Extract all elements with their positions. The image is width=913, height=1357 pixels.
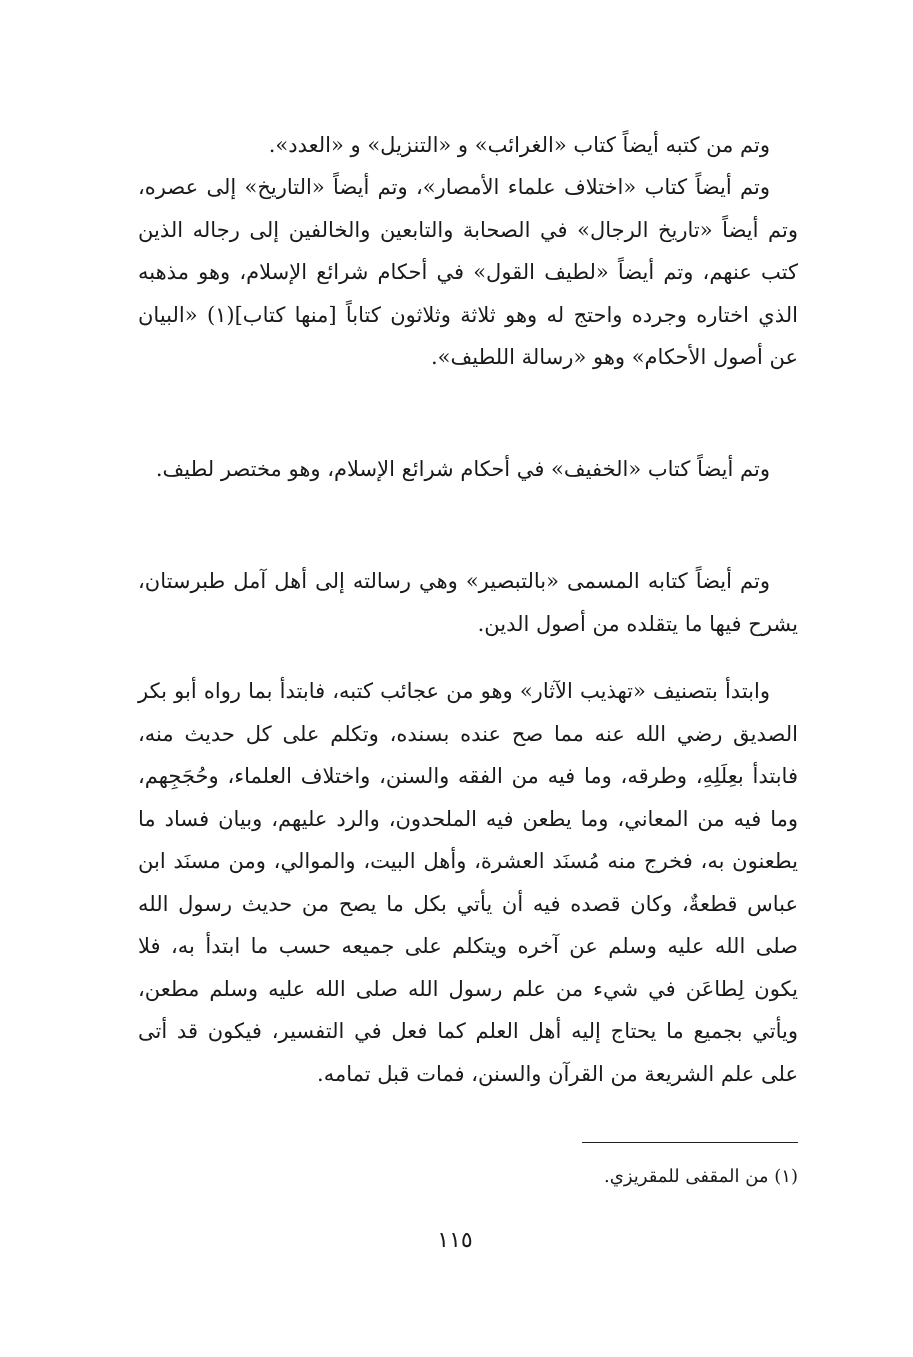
paragraph-4-text: وتم أيضاً كتابه المسمى «بالتبصير» وهي رسالته إلى أهل آمل طبرستان، يشرح فيها ما يتقلده من أصول الدين. <box>138 569 798 636</box>
paragraph-3-text: وتم أيضاً كتاب «الخفيف» في أحكام شرائع الإسلام، وهو مختصر لطيف. <box>155 457 770 481</box>
paragraph-2-text: وتم أيضاً كتاب «اختلاف علماء الأمصار»، وتم أيضاً «التاريخ» إلى عصره، وتم أيضاً «تاريخ الرجال» في الصحابة والتابعين والخالفين إلى رجاله الذين كتب عنهم، وتم أيضاً «لطيف القول» في أحكام شرائع الإسلام، وهو مذهبه الذي اختاره وجرده واحتج له وهو ثلاثة وثلاثون كتاباً [منها كتاب](١) «البيان عن أصول الأحكام» وهو «رسالة اللطيف». <box>138 175 798 369</box>
paragraph-5 <box>138 670 798 1095</box>
page-number: ١١٥ <box>437 1228 473 1253</box>
paragraph-5-text: وابتدأ بتصنيف «تهذيب الآثار» وهو من عجائب كتبه، فابتدأ بما رواه أبو بكر الصديق رضي الله عنه مما صح عنده بسنده، وتكلم على كل حديث منه، فابتدأ بعِلَلِهِ، وطرقه، وما فيه من الفقه والسنن، واختلاف العلماء، وحُجَجِهم، وما فيه من المعاني، وما يطعن فيه الملحدون، والرد عليهم، وبيان فساد ما يطعنون به، فخرج منه مُسنَد العشرة، وأهل البيت، والموالي، ومن مسنَد ابن عباس قطعةٌ، وكان قصده فيه أن يأتي بكل ما يصح من حديث رسول الله صلى الله عليه وسلم عن آخره ويتكلم على جميعه حسب ما ابتدأ به، فلا يكون لِطاعَن في شيء من علم رسول الله صلى الله عليه وسلم مطعن، ويأتي بجميع ما يحتاج إليه أهل العلم كما فعل في التفسير، فيكون قد أتى على علم الشريعة من القرآن والسنن، فمات قبل تمامه. <box>138 679 798 1086</box>
paragraph-3 <box>138 448 798 491</box>
paragraph-4 <box>138 560 798 645</box>
footnote: (١) من المقفى للمقريزي. <box>604 1166 798 1187</box>
paragraph-1 <box>138 124 798 167</box>
paragraph-2 <box>138 166 798 379</box>
paragraph-1-text: وتم من كتبه أيضاً كتاب «الغرائب» و «التنزيل» و «العدد». <box>268 133 770 157</box>
footnote-divider <box>582 1142 798 1143</box>
